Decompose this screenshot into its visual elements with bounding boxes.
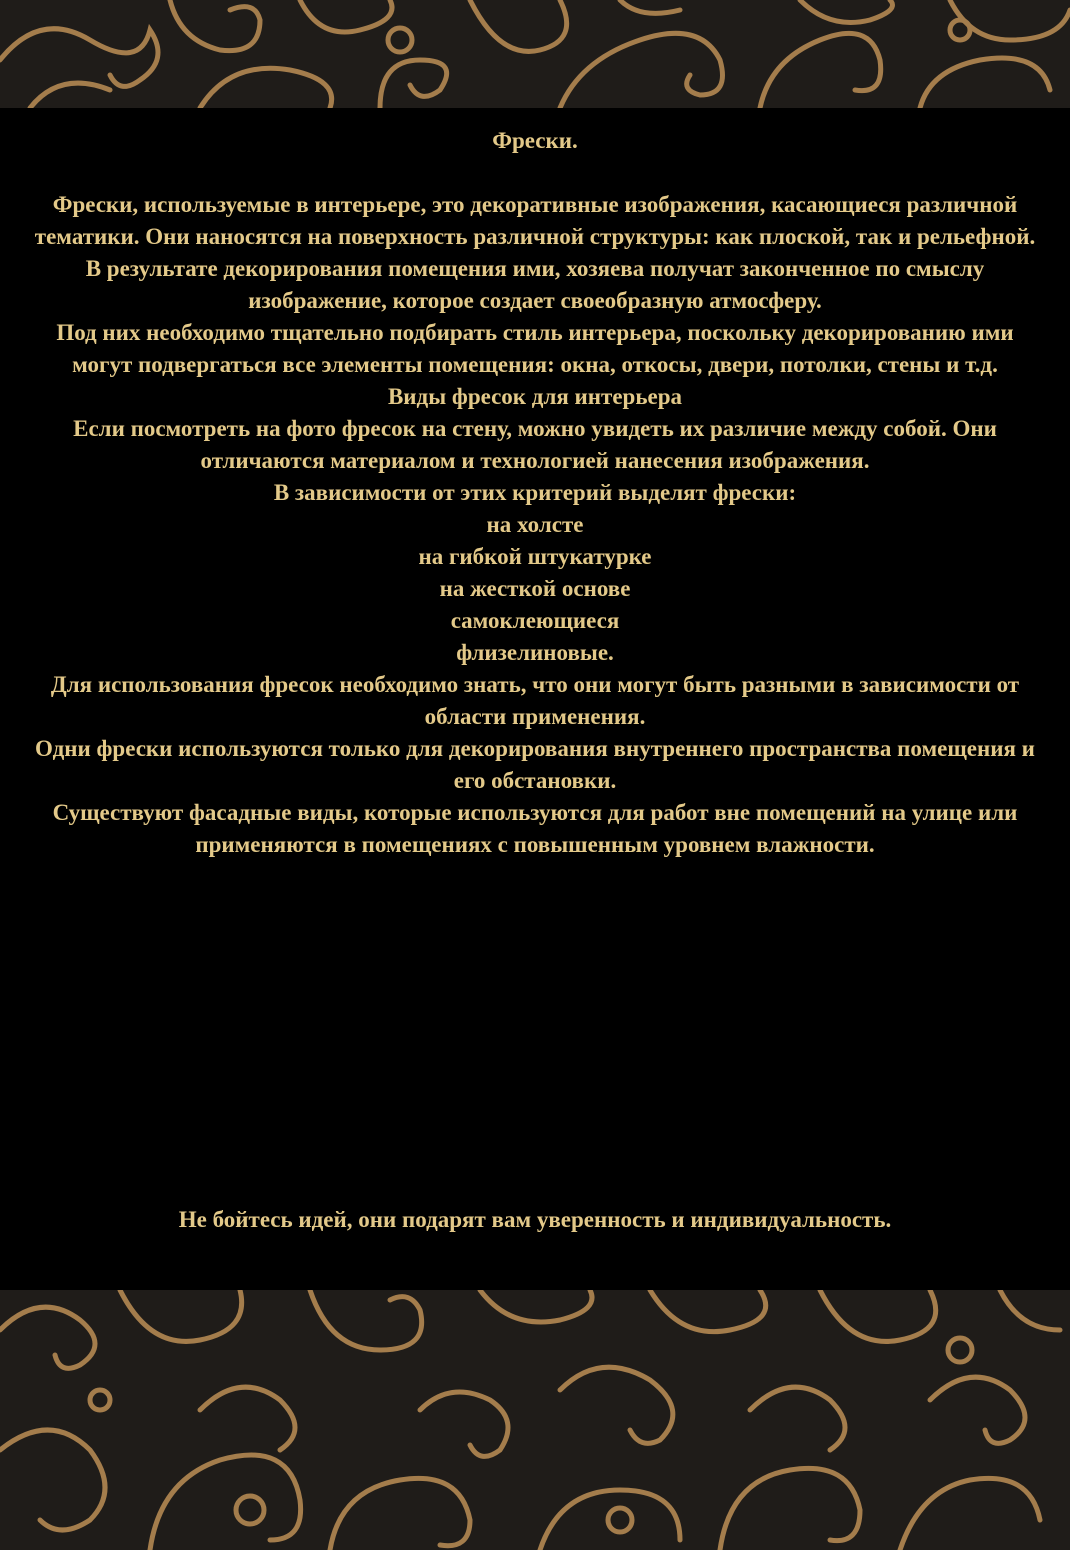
- article-paragraph: Для использования фресок необходимо знать, что они могут быть разными в зависимости от области применения.: [50, 672, 1020, 729]
- article-subheading: Виды фресок для интерьера: [387, 384, 683, 409]
- ornament-border-bottom: [0, 1290, 1070, 1550]
- list-item: самоклеющиеся: [450, 608, 620, 633]
- article-paragraph: В зависимости от этих критерий выделят фрески:: [273, 480, 797, 505]
- swirl-pattern-bottom: [0, 1290, 1070, 1550]
- article-paragraph: Одни фрески используются только для декорирования внутреннего пространства помещения и его обстановки.: [35, 736, 1035, 793]
- article-paragraph: Фрески, используемые в интерьере, это декоративные изображения, касающиеся различной тематики. Они наносятся на поверхность различной структуры: как плоской, так и рельефной. В результате декорирования помещения ими, хозяева получат законченное по смыслу изображение, которое создает своеобразную атмосферу.: [34, 192, 1036, 313]
- article-paragraph: Существуют фасадные виды, которые используются для работ вне помещений на улице или применяются в помещениях с повышенным уровнем влажности.: [52, 800, 1018, 857]
- article-paragraph: Если посмотреть на фото фресок на стену, можно увидеть их различие между собой. Они отличаются материалом и технологией нанесения изображения.: [73, 416, 997, 473]
- closing-line: Не бойтесь идей, они подарят вам уверенность и индивидуальность.: [178, 1207, 892, 1232]
- list-item: флизелиновые.: [456, 640, 614, 665]
- list-item: на холсте: [486, 512, 584, 537]
- article-paragraph: Под них необходимо тщательно подбирать стиль интерьера, поскольку декорированию ими могут подвергаться все элементы помещения: окна, откосы, двери, потолки, стены и т.д.: [56, 320, 1014, 377]
- list-item: на жесткой основе: [439, 576, 631, 601]
- ornament-border-top: [0, 0, 1070, 108]
- article-panel: [0, 108, 1070, 1290]
- list-item: на гибкой штукатурке: [418, 544, 652, 569]
- swirl-pattern-top: [0, 0, 1070, 108]
- article-title: Фрески.: [492, 128, 578, 153]
